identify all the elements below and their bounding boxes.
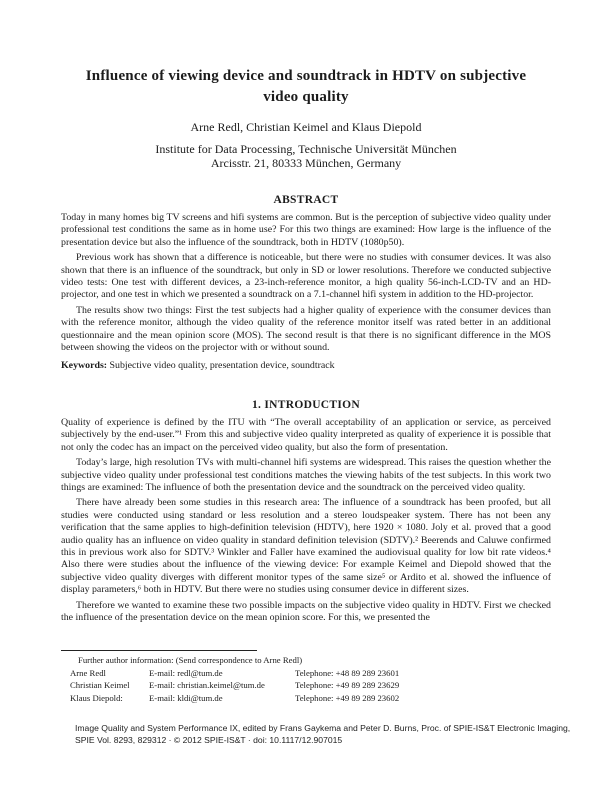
introduction-heading: 1. INTRODUCTION <box>251 399 360 411</box>
footnote-author-name: Christian Keimel <box>70 680 130 691</box>
keywords-label: Keywords: <box>61 360 108 372</box>
abstract-paragraph: Previous work has shown that a difference is noticeable, but there were no studies with consumer devices. It was also shown that there is an influence of the soundtrack, but only in SD or lower resolutions. Therefore we conducted subjective video tests: One test with different devices, a 23-inch-reference monitor, a high quality 56-inch-LCD-TV and an HD-projector, and one test in which we presented a soundtrack on a 7.1-channel hifi system in addition to the HD-projector. <box>61 252 551 301</box>
proceedings-footer <box>75 723 570 747</box>
footnote-author-email: E-mail: christian.keimel@tum.de <box>149 680 265 691</box>
footer-line-1: Image Quality and System Performance IX, edited by Frans Gaykema and Peter D. Burns, Proc. of SPIE-IS&T Electronic Imaging, <box>75 723 571 733</box>
footnote-intro: Further author information: (Send correspondence to Arne Redl) <box>78 655 303 665</box>
abstract-section <box>61 193 551 383</box>
footnote-author-email: E-mail: redl@tum.de <box>149 667 223 678</box>
introduction-paragraph: Today’s large, high resolution TVs with multi-channel hifi systems are widespread. This raises the question whether the subjective video quality under professional test conditions matches the viewing habits of the test subjects. In this work two things are examined: The influence of both the presentation device and the soundtrack on the perceived video quality. <box>61 457 551 494</box>
authors-line: Arne Redl, Christian Keimel and Klaus Diepold <box>190 120 422 134</box>
abstract-paragraph: The results show two things: First the test subjects had a higher quality of experience with the consumer devices than with the reference monitor, although the video quality of the reference monitor itself was rated better in an additional questionnaire and the mean opinion score (MOS). The second result is that there is no significant difference in the MOS between showing the videos on the projector with or without sound. <box>61 304 551 354</box>
introduction-paragraph: There have already been some studies in this research area: The influence of a soundtrack has been proofed, but all studies were conducted using standard or less resolution and a stereo loudspeaker system. There has not been any verification that the same applies to high-definition television (HDTV), here 1920 × 1080. Joly et al. proved that a good audio quality has an influence on video quality in standard definition television (SDTV).² Beerends and Caluwe confirmed this in previous work also for SDTV.³ Winkler and Faller have examined the audiovisual quality for low bit rate videos.⁴ Also there were studies about the influence of the viewing device: For example Keimel and Diepold showed that the subjective video quality diverges with different monitor types of the same size⁵ or Ardito et al. showed the influence of display parameters,⁶ both in HDTV. But there were no studies using consumer device in different sizes. <box>61 497 551 596</box>
author-footnote <box>61 650 551 704</box>
footnote-author-name: Arne Redl <box>70 667 106 678</box>
introduction-section <box>61 398 551 625</box>
keywords-text: Subjective video quality, presentation device, soundtrack <box>109 360 335 372</box>
affiliation-line-2: Arcisstr. 21, 80333 München, Germany <box>210 155 402 170</box>
footnote-author-phone: Telephone: +49 89 289 23602 <box>295 692 400 703</box>
footnote-rule <box>61 650 257 651</box>
introduction-paragraph: Quality of experience is defined by the ITU with “The overall acceptability of an application or service, as perceived subjectively by the end-user.”¹ From this and subjective video quality interpreted as quality of experience it is possible that not only the codec has an impact on the perceived video quality, but also the form of presentation. <box>61 417 551 453</box>
footnote-row <box>61 692 551 705</box>
footnote-row <box>61 667 551 680</box>
affiliation-line-1: Institute for Data Processing, Technische Universität München <box>155 142 457 156</box>
footnote-author-email: E-mail: kldi@tum.de <box>149 692 223 703</box>
footnote-author-name: Klaus Diepold: <box>70 692 123 703</box>
paper-header <box>61 66 551 170</box>
paper-title: Influence of viewing device and soundtrack in HDTV on subjective video quality <box>85 68 527 105</box>
footnote-author-phone: Telephone: +49 89 289 23629 <box>295 680 400 691</box>
footnote-row <box>61 679 551 692</box>
footnote-author-phone: Telephone: +48 89 289 23601 <box>295 667 400 678</box>
introduction-paragraph: Therefore we wanted to examine these two possible impacts on the subjective video quality in HDTV. First we checked the influence of the presentation device on the mean opinion score. For this, we presented the <box>61 599 551 624</box>
footer-line-2: SPIE Vol. 8293, 829312 · © 2012 SPIE-IS&T · doi: 10.1117/12.907015 <box>75 734 343 745</box>
abstract-heading: ABSTRACT <box>273 194 339 206</box>
abstract-paragraph: Today in many homes big TV screens and hifi systems are common. But is the perception of subjective video quality under professional test conditions the same as in home use? For this two things are examined: How large is the influence of the presentation device but also the influence of the soundtrack, both in HDTV (1080p50). <box>61 212 551 248</box>
keywords-line <box>61 360 551 372</box>
